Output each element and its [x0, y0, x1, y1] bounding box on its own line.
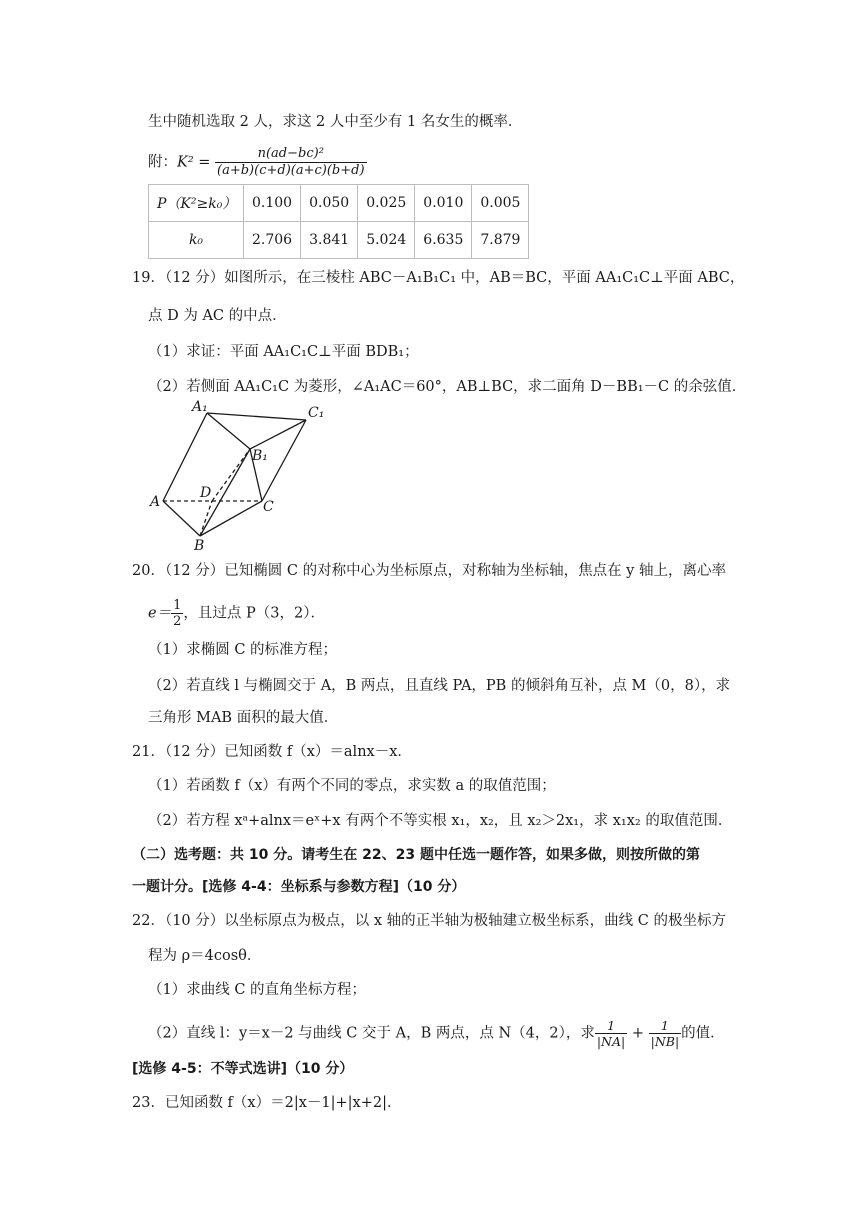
table-cell: 3.841 [301, 222, 358, 259]
section3-heading: [选修 4-5：不等式选讲]（10 分） [132, 1061, 354, 1077]
table-cell: 0.005 [472, 185, 529, 222]
prism-figure [148, 395, 348, 555]
q23-line1: 23．已知函数 f（x）＝2|x－1|+|x+2|． [132, 1095, 402, 1111]
q21-part2: （2）若方程 xᵃ+alnx＝eˣ+x 有两个不等实根 x₁，x₂，且 x₂＞2x₁，求 x₁x₂ 的取值范围． [148, 813, 733, 829]
label-a1: A₁ [192, 399, 208, 415]
q21-part1: （1）若函数 f（x）有两个不同的零点，求实数 a 的取值范围； [148, 778, 556, 794]
table-row [149, 185, 529, 222]
formula-numerator: n(ad−bc)² [215, 146, 367, 163]
q19-line2: 点 D 为 AC 的中点． [148, 308, 287, 324]
table-cell: 5.024 [358, 222, 415, 259]
section2-line1: （二）选考题：共 10 分。请考生在 22、23 题中任选一题作答，如果多做，则按所做的第 [132, 847, 700, 863]
q20-part2-line2: 三角形 MAB 面积的最大值． [148, 710, 339, 726]
label-c: C [263, 499, 274, 515]
formula-prefix: 附： [148, 154, 177, 171]
table-cell: 0.025 [358, 185, 415, 222]
table-cell: 2.706 [244, 222, 301, 259]
q22-part2: （2）直线 l：y＝x－2 与曲线 C 交于 A，B 两点，点 N（4，2），求 $\frac{1}{|NA|}$ + $\frac{1}{|NB|}$ 的值． [148, 1018, 725, 1049]
table-cell: 0.010 [415, 185, 472, 222]
q20-part1: （1）求椭圆 C 的标准方程； [148, 642, 338, 658]
q20-line1: 20．（12 分）已知椭圆 C 的对称中心为坐标原点，对称轴为坐标轴，焦点在 y 轴上，离心率 [132, 563, 726, 579]
q21-line1: 21．（12 分）已知函数 f（x）＝alnx－x． [132, 744, 412, 760]
q22-part1: （1）求曲线 C 的直角坐标方程； [148, 982, 367, 998]
formula-denominator: (a+b)(c+d)(a+c)(b+d) [217, 163, 365, 178]
label-b1: B₁ [252, 448, 268, 464]
q20-part2-line1: （2）若直线 l 与椭圆交于 A，B 两点，且直线 PA，PB 的倾斜角互补，点 M（0，8），求 [148, 678, 731, 694]
q19-part1: （1）求证：平面 AA₁C₁C⊥平面 BDB₁； [148, 344, 419, 360]
table-cell: 6.635 [415, 222, 472, 259]
label-b: B [194, 538, 205, 554]
table-row [149, 222, 529, 259]
table-cell: 0.100 [244, 185, 301, 222]
section2-line2: 一题计分。[选修 4-4：坐标系与参数方程]（10 分） [132, 879, 466, 895]
critical-value-table [148, 184, 529, 259]
table-cell: 0.050 [301, 185, 358, 222]
label-d: D [200, 485, 212, 501]
table-head-k: k₀ [149, 222, 244, 259]
table-head-p: P（K²≥k₀） [149, 185, 244, 222]
q22-line2: 程为 ρ＝4cosθ． [148, 948, 262, 964]
table-cell: 7.879 [472, 222, 529, 259]
label-a: A [150, 494, 161, 510]
intro-line: 生中随机选取 2 人，求这 2 人中至少有 1 名女生的概率． [148, 114, 523, 130]
q22-line1: 22．（10 分）以坐标原点为极点，以 x 轴的正半轴为极轴建立极坐标系，曲线 C 的极坐标方 [132, 913, 726, 929]
formula [148, 146, 367, 179]
q19-part2: （2）若侧面 AA₁C₁C 为菱形，∠A₁AC＝60°，AB⊥BC，求二面角 D－BB₁－C 的余弦值． [148, 379, 747, 395]
q19-line1: 19．（12 分）如图所示，在三棱柱 ABC－A₁B₁C₁ 中，AB＝BC，平面 AA₁C₁C⊥平面 ABC， [132, 270, 745, 286]
label-c1: C₁ [308, 405, 325, 421]
formula-lhs: K² = [177, 154, 216, 171]
q20-line2: e＝ $\frac{1}{2}$ ，且过点 P（3，2）． [148, 598, 325, 629]
